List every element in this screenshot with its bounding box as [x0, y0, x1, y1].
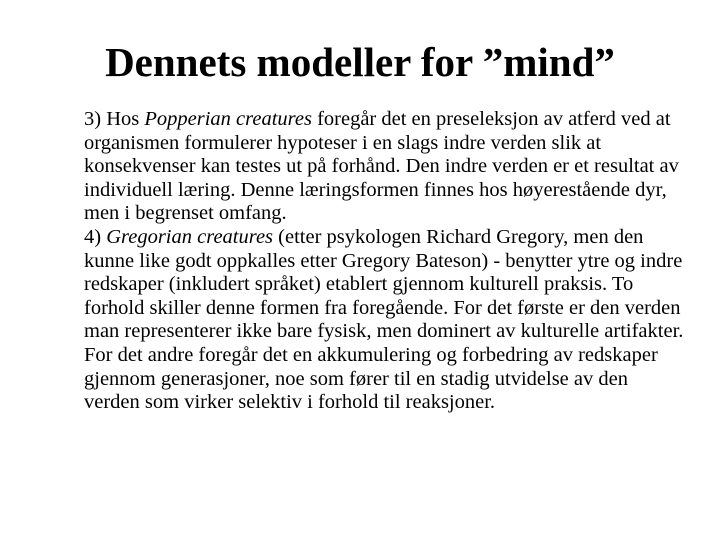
- term-gregorian-creatures: Gregorian creatures: [106, 225, 274, 248]
- term-popperian-creatures: Popperian creatures: [144, 108, 312, 130]
- slide-body: [84, 108, 684, 415]
- slide-title: Dennets modeller for ”mind”: [105, 39, 615, 85]
- paragraph-gregorian: [84, 226, 684, 415]
- paragraph-lead: 3) Hos: [84, 108, 145, 130]
- paragraph-popperian: [84, 108, 684, 226]
- paragraph-text: foregår det en preseleksjon av atferd ved at organismen formulerer hypoteser i en slags indre verden slik at konsekvenser kan testes ut på forhånd. Den indre verden er et resultat av individuell læring. Denne læringsformen finnes hos høyerestående dyr, men i begrenset omfang.: [84, 108, 679, 225]
- paragraph-lead: 4): [84, 225, 107, 248]
- paragraph-text: (etter psykologen Richard Gregory, men den kunne like godt oppkalles etter Gregory Bateson) - benytter ytre og indre redskaper (inkludert språket) etablert gjennom kulturell praksis. To forhold skiller denne formen fra foregående. For det første er den verden man representerer ikke bare fysisk, men dominert av kulturelle artifakter. For det andre foregår det en akkumulering og forbedring av redskaper gjennom generasjoner, noe som fører til en stadig utvidelse av den verden som virker selektiv i forhold til reaksjoner.: [84, 225, 684, 414]
